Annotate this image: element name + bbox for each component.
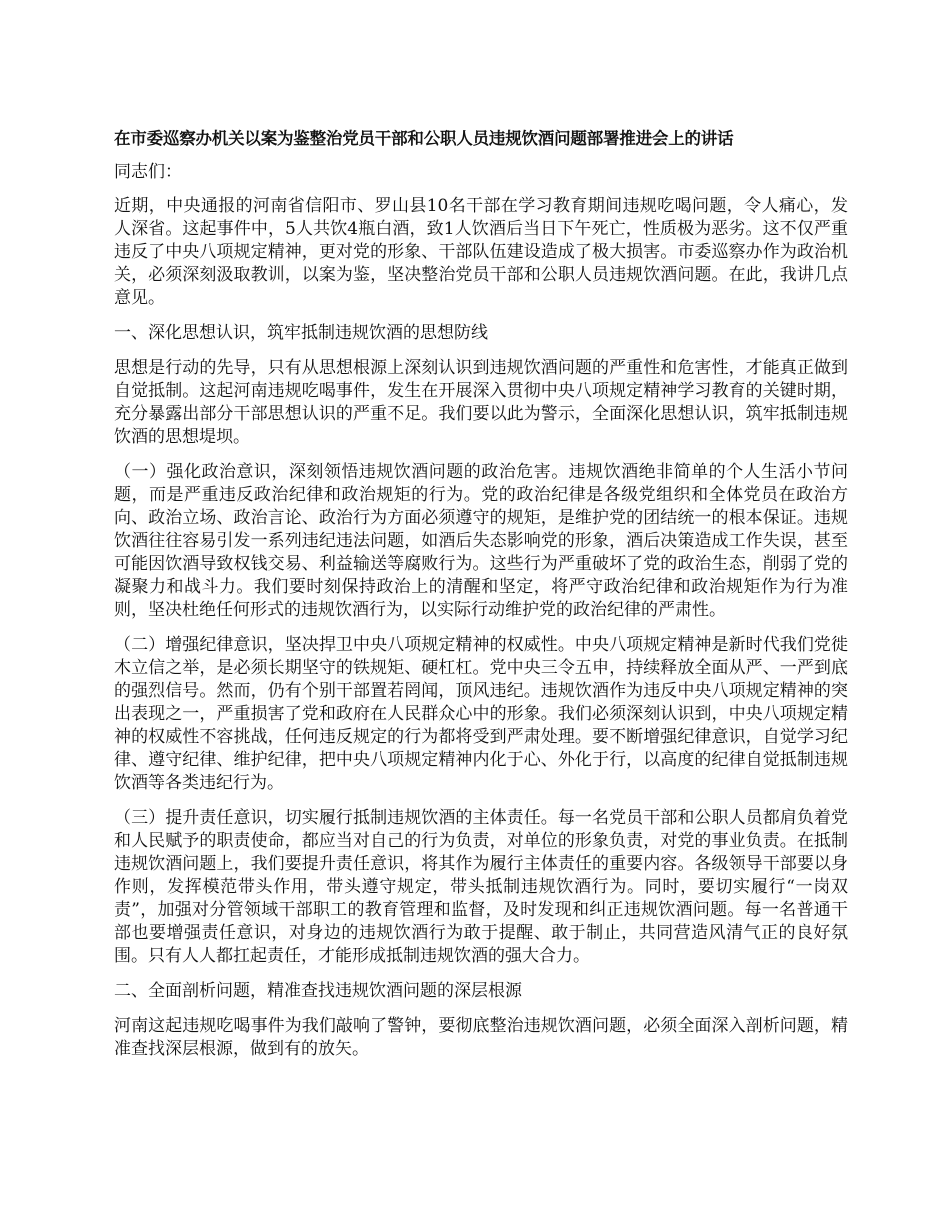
intro-paragraph: 近期，中央通报的河南省信阳市、罗山县10名干部在学习教育期间违规吃喝问题，令人痛心，发人深省。这起事件中，5人共饮4瓶白酒，致1人饮酒后当日下午死亡，性质极为恶劣。这不仅严重违反了中央八项规定精神，更对党的形象、干部队伍建设造成了极大损害。市委巡察办作为政治机关，必须深刻汲取教训，以案为鉴，坚决整治党员干部和公职人员违规饮酒问题。在此，我讲几点意见。 xyxy=(114,196,848,308)
document-title: 在市委巡察办机关以案为鉴整治党员干部和公职人员违规饮酒问题部署推进会上的讲话 xyxy=(114,129,734,148)
subsection-1-1-paragraph: （一）强化政治意识，深刻领悟违规饮酒问题的政治危害。违规饮酒绝非简单的个人生活小节问题，而是严重违反政治纪律和政治规矩的行为。党的政治纪律是各级党组织和全体党员在政治方向、政治立场、政治言论、政治行为方面必须遵守的规矩，是维护党的团结统一的根本保证。违规饮酒往往容易引发一系列违纪违法问题，如酒后失态影响党的形象，酒后决策造成工作失误，甚至可能因饮酒导致权钱交易、利益输送等腐败行为。这些行为严重破坏了党的政治生态，削弱了党的凝聚力和战斗力。我们要时刻保持政治上的清醒和坚定，将严守政治纪律和政治规矩作为行为准则，坚决杜绝任何形式的违规饮酒行为，以实际行动维护党的政治纪律的严肃性。 xyxy=(114,462,848,620)
section-1-intro-paragraph: 思想是行动的先导，只有从思想根源上深刻认识到违规饮酒问题的严重性和危害性，才能真正做到自觉抵制。这起河南违规吃喝事件，发生在开展深入贯彻中央八项规定精神学习教育的关键时期，充分暴露出部分干部思想认识的严重不足。我们要以此为警示，全面深化思想认识，筑牢抵制违规饮酒的思想堤坝。 xyxy=(114,358,848,447)
section-2-intro-paragraph: 河南这起违规吃喝事件为我们敲响了警钟，要彻底整治违规饮酒问题，必须全面深入剖析问题，精准查找深层根源，做到有的放矢。 xyxy=(114,1016,848,1059)
greeting: 同志们： xyxy=(114,162,182,182)
section-heading-2: 二、全面剖析问题，精准查找违规饮酒问题的深层根源 xyxy=(114,981,522,1001)
document-page xyxy=(114,127,848,1073)
subsection-1-3-paragraph: （三）提升责任意识，切实履行抵制违规饮酒的主体责任。每一名党员干部和公职人员都肩负着党和人民赋予的职责使命，都应当对自己的行为负责，对单位的形象负责，对党的事业负责。在抵制违规饮酒问题上，我们要提升责任意识，将其作为履行主体责任的重要内容。各级领导干部要以身作则，发挥模范带头作用，带头遵守规定，带头抵制违规饮酒行为。同时，要切实履行“一岗双责”，加强对分管领域干部职工的教育管理和监督，及时发现和纠正违规饮酒问题。每一名普通干部也要增强责任意识，对身边的违规饮酒行为敢于提醒、敢于制止，共同营造风清气正的良好氛围。只有人人都扛起责任，才能形成抵制违规饮酒的强大合力。 xyxy=(114,808,848,966)
subsection-1-2-paragraph: （二）增强纪律意识，坚决捍卫中央八项规定精神的权威性。中央八项规定精神是新时代我们党徙木立信之举，是必须长期坚守的铁规矩、硬杠杠。党中央三令五申，持续释放全面从严、一严到底的强烈信号。然而，仍有个别干部置若罔闻，顶风违纪。违规饮酒作为违反中央八项规定精神的突出表现之一，严重损害了党和政府在人民群众心中的形象。我们必须深刻认识到，中央八项规定精神的权威性不容挑战，任何违反规定的行为都将受到严肃处理。要不断增强纪律意识，自觉学习纪律、遵守纪律、维护纪律，把中央八项规定精神内化于心、外化于行，以高度的纪律自觉抵制违规饮酒等各类违纪行为。 xyxy=(114,635,848,793)
section-heading-1: 一、深化思想认识，筑牢抵制违规饮酒的思想防线 xyxy=(114,323,488,343)
